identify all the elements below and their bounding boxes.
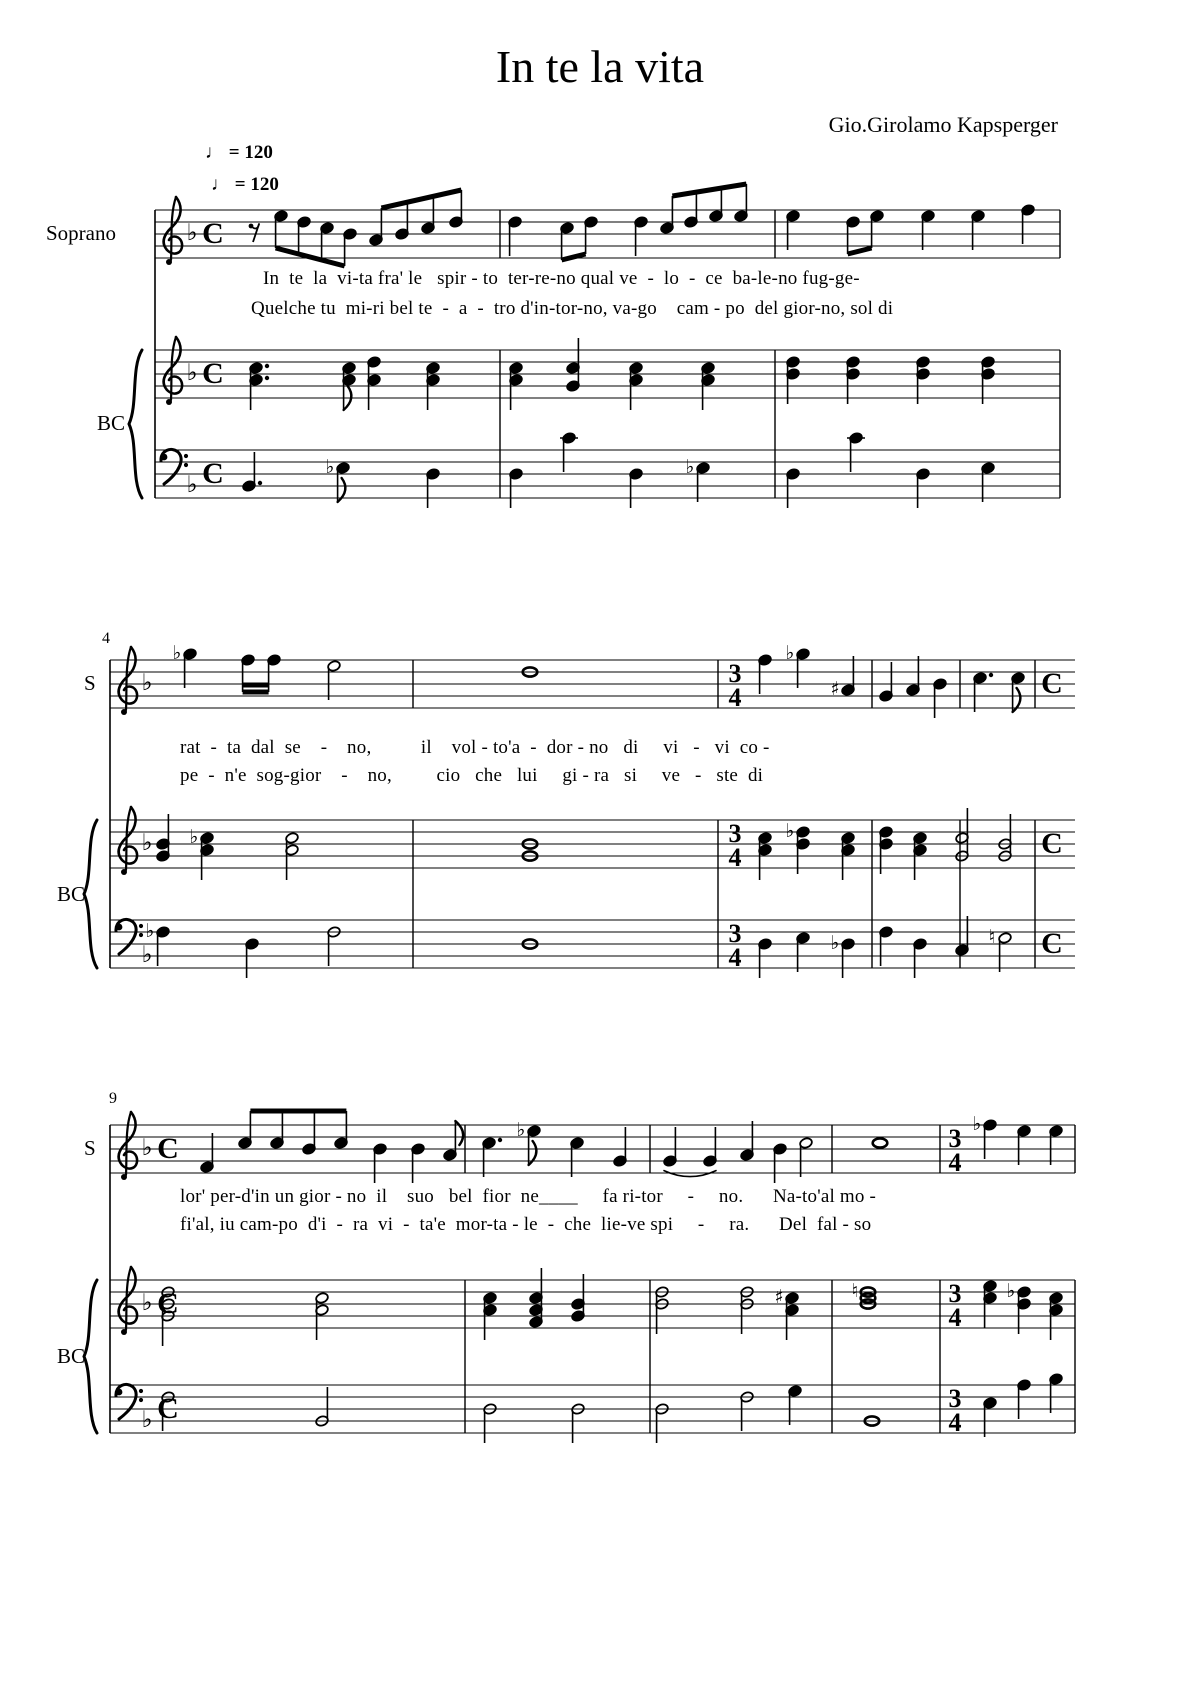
lyric-line-2-verse-1: rat - ta dal se - no, il vol - to'a - dor - no di vi - vi co - (180, 737, 770, 758)
svg-text:♭: ♭ (141, 942, 153, 968)
svg-text:♭: ♭ (189, 826, 199, 848)
tempo-mark-2: ♩ = 120 (211, 174, 279, 195)
svg-text:3: 3 (728, 919, 742, 948)
svg-text:3: 3 (728, 659, 742, 688)
svg-text:♭: ♭ (685, 456, 695, 478)
svg-text:4: 4 (728, 843, 742, 872)
svg-text:4: 4 (948, 1148, 962, 1177)
tempo-mark-1: ♩ = 120 (205, 142, 273, 163)
svg-text:♭: ♭ (186, 220, 198, 246)
svg-text:4: 4 (728, 683, 742, 712)
svg-text:♭: ♭ (145, 920, 155, 942)
staff-label-s-3: S (84, 1136, 96, 1160)
svg-text:♮: ♮ (851, 1280, 859, 1302)
svg-text:♮: ♮ (988, 926, 996, 948)
svg-text:C: C (202, 357, 224, 390)
svg-text:3: 3 (948, 1124, 962, 1153)
lyric-line-2-verse-2: pe - n'e sog-gior - no, cio che lui gi - ra si ve - ste di (180, 765, 764, 786)
staff-label-s-2: S (84, 671, 96, 695)
svg-text:♯: ♯ (774, 1286, 784, 1308)
lyric-line-1-verse-2: Quelche tu mi-ri bel te - a - tro d'in-tor-no, va-go cam - po del gior-no, sol di (251, 298, 894, 319)
staff-label-bc-2: BC (57, 882, 86, 906)
measure-number-4: 4 (102, 630, 110, 647)
svg-text:♭: ♭ (141, 670, 153, 696)
svg-text:C: C (157, 1287, 179, 1320)
svg-text:♭: ♭ (785, 642, 795, 664)
page-title: In te la vita (495, 41, 705, 92)
svg-text:3: 3 (728, 819, 742, 848)
svg-text:C: C (157, 1392, 179, 1425)
lyric-line-3-verse-2: fi'al, iu cam-po d'i - ra vi - ta'e mor-ta - le - che lie-ve spi - ra. Del fal - so (180, 1214, 872, 1235)
svg-text:C: C (157, 1132, 179, 1165)
staff-label-bc-3: BC (57, 1344, 86, 1368)
svg-text:♯: ♯ (830, 678, 840, 700)
svg-text:C: C (1041, 667, 1063, 700)
svg-text:♭: ♭ (830, 932, 840, 954)
staff-label-soprano: Soprano (46, 221, 116, 245)
svg-text:♭: ♭ (186, 472, 198, 498)
svg-text:♭: ♭ (141, 830, 153, 856)
svg-text:C: C (1041, 827, 1063, 860)
svg-text:C: C (202, 457, 224, 490)
svg-text:♭: ♭ (516, 1119, 526, 1141)
svg-text:♭: ♭ (141, 1407, 153, 1433)
svg-text:♭: ♭ (186, 360, 198, 386)
staff-label-bc-1: BC (97, 411, 126, 435)
svg-text:C: C (1041, 927, 1063, 960)
svg-text:4: 4 (948, 1408, 962, 1437)
svg-text:4: 4 (728, 943, 742, 972)
lyric-line-3-verse-1: lor' per-d'in un gior - no il suo bel fior ne____ fa ri-tor - no. Na-to'al mo - (180, 1186, 877, 1207)
svg-text:♭: ♭ (972, 1113, 982, 1135)
svg-text:C: C (202, 217, 224, 250)
svg-text:♭: ♭ (172, 642, 182, 664)
svg-text:3: 3 (948, 1384, 962, 1413)
measure-number-9: 9 (109, 1090, 117, 1107)
svg-text:♭: ♭ (141, 1135, 153, 1161)
composer-credit: Gio.Girolamo Kapsperger (828, 112, 1058, 137)
lyric-line-1-verse-1: In te la vi-ta fra' le spir - to ter-re-no qual ve - lo - ce ba-le-no fug-ge- (263, 268, 860, 289)
svg-text:4: 4 (948, 1303, 962, 1332)
svg-text:♭: ♭ (141, 1290, 153, 1316)
svg-text:♭: ♭ (1006, 1280, 1016, 1302)
svg-text:♭: ♭ (785, 820, 795, 842)
svg-text:3: 3 (948, 1279, 962, 1308)
svg-text:♭: ♭ (325, 456, 335, 478)
